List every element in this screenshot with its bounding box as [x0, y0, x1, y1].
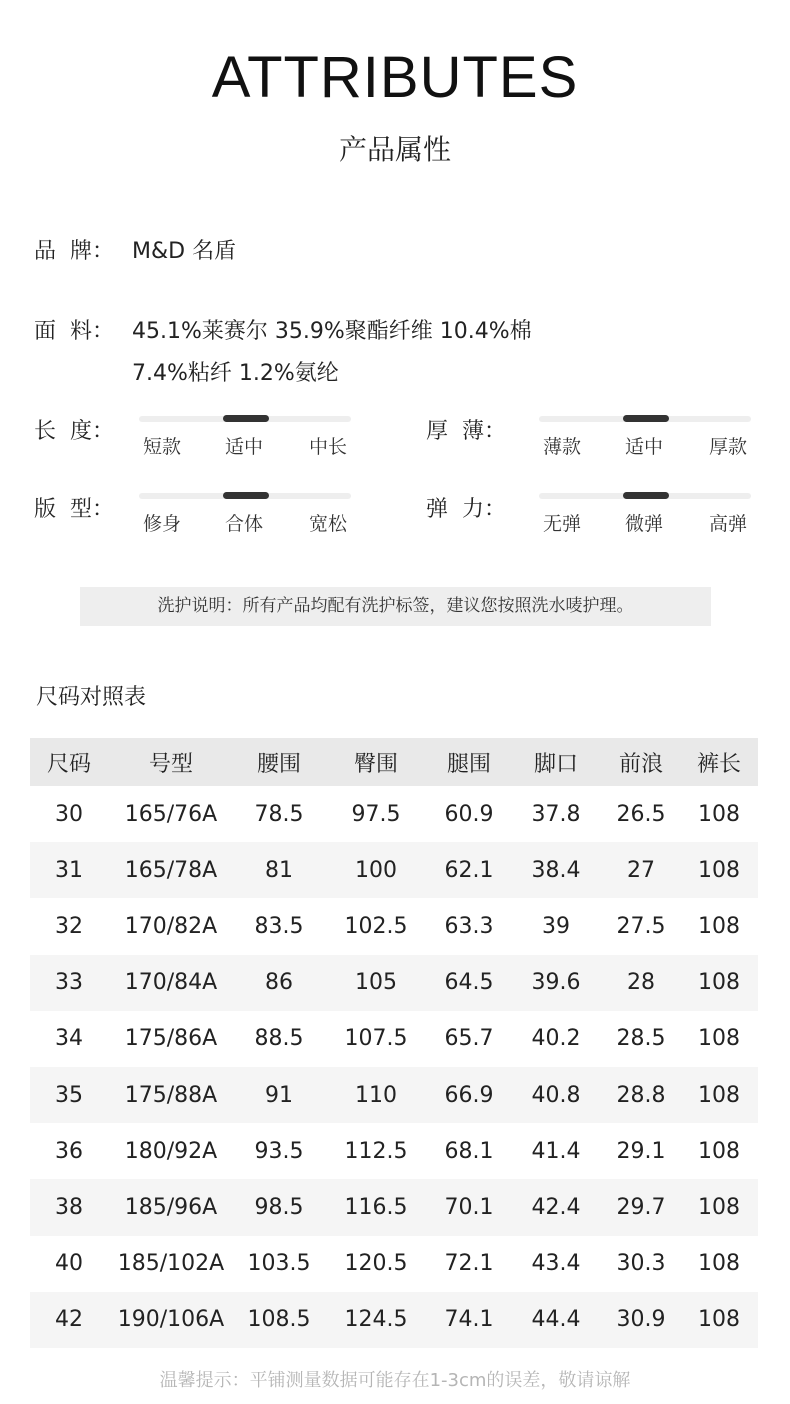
scale-indicator [623, 492, 669, 499]
table-cell: 185/96A [108, 1179, 234, 1235]
thickness-option: 薄款 [543, 436, 582, 458]
table-cell: 28.8 [602, 1067, 680, 1123]
elasticity-option: 无弹 [543, 513, 582, 535]
table-cell: 93.5 [254, 1138, 304, 1164]
table-cell: 26.5 [616, 801, 666, 827]
fit-option: 宽松 [309, 513, 348, 535]
table-cell: 105 [324, 955, 428, 1011]
length-label: 长 度： [34, 419, 114, 444]
elasticity-label: 弹 力： [426, 497, 506, 522]
table-cell: 39 [542, 913, 570, 939]
elasticity-scale [539, 491, 751, 551]
scale-indicator [223, 492, 269, 499]
table-cell: 98.5 [234, 1179, 324, 1235]
length-option-selected: 适中 [225, 436, 264, 458]
table-cell: 102.5 [344, 913, 408, 939]
table-cell: 91 [234, 1067, 324, 1123]
scale-indicator [223, 415, 269, 422]
table-cell: 43.4 [531, 1251, 581, 1277]
fit-label: 版 型： [34, 497, 114, 522]
table-cell: 63.3 [444, 913, 494, 939]
table-cell: 83.5 [254, 913, 304, 939]
length-option: 中长 [309, 436, 348, 458]
table-row [30, 1011, 758, 1067]
elasticity-option-selected: 微弹 [625, 513, 664, 535]
table-cell: 27.5 [616, 913, 666, 939]
table-cell: 32 [55, 913, 83, 939]
column-header: 腿围 [428, 738, 510, 786]
thickness-option: 厚款 [709, 436, 748, 458]
table-cell: 72.1 [444, 1251, 494, 1277]
table-header-row [30, 738, 758, 786]
table-cell: 42.4 [510, 1179, 602, 1235]
table-cell: 30.9 [602, 1292, 680, 1348]
table-cell: 170/82A [124, 913, 218, 939]
size-chart-table [30, 738, 758, 1348]
fit-option: 修身 [143, 513, 182, 535]
page-title: ATTRIBUTES [211, 45, 579, 110]
table-cell: 62.1 [428, 842, 510, 898]
table-row [30, 786, 758, 842]
table-cell: 110 [324, 1067, 428, 1123]
table-row [30, 898, 758, 954]
size-chart-title: 尺码对照表 [36, 685, 147, 710]
column-header: 前浪 [602, 738, 680, 786]
thickness-scale [539, 414, 751, 474]
fit-option-selected: 合体 [225, 513, 264, 535]
column-header: 尺码 [30, 738, 108, 786]
table-cell: 70.1 [428, 1179, 510, 1235]
table-cell: 97.5 [351, 801, 401, 827]
table-cell: 38 [30, 1179, 108, 1235]
table-cell: 116.5 [324, 1179, 428, 1235]
brand-value: M&D 名盾 [132, 239, 237, 264]
length-scale [139, 414, 351, 474]
table-cell: 38.4 [510, 842, 602, 898]
column-header: 臀围 [324, 738, 428, 786]
table-cell: 34 [55, 1026, 83, 1052]
fabric-value-line-2: 7.4%粘纤 1.2%氨纶 [132, 361, 339, 386]
column-header: 号型 [108, 738, 234, 786]
table-cell: 29.1 [616, 1138, 666, 1164]
table-cell: 37.8 [531, 801, 581, 827]
table-cell: 31 [30, 842, 108, 898]
table-cell: 108 [698, 801, 740, 827]
table-cell: 68.1 [444, 1138, 494, 1164]
table-row [30, 1123, 758, 1179]
thickness-option-selected: 适中 [625, 436, 664, 458]
table-cell: 40 [55, 1251, 83, 1277]
table-cell: 28 [602, 955, 680, 1011]
table-cell: 78.5 [254, 801, 304, 827]
table-cell: 108 [680, 1179, 758, 1235]
table-cell: 175/86A [124, 1026, 218, 1052]
table-cell: 124.5 [324, 1292, 428, 1348]
table-row [30, 1292, 758, 1348]
fabric-value-line-1: 45.1%莱赛尔 35.9%聚酯纤维 10.4%棉 [132, 319, 532, 344]
table-cell: 108.5 [234, 1292, 324, 1348]
table-cell: 108 [680, 842, 758, 898]
table-cell: 185/102A [117, 1251, 225, 1277]
table-cell: 108 [680, 1067, 758, 1123]
table-cell: 86 [234, 955, 324, 1011]
table-cell: 108 [698, 913, 740, 939]
fit-scale [139, 491, 351, 551]
table-cell: 107.5 [344, 1026, 408, 1052]
table-row [30, 1067, 758, 1123]
table-cell: 65.7 [444, 1026, 494, 1052]
table-cell: 103.5 [247, 1251, 311, 1277]
table-cell: 64.5 [428, 955, 510, 1011]
table-cell: 60.9 [444, 801, 494, 827]
table-cell: 190/106A [108, 1292, 234, 1348]
table-cell: 29.7 [602, 1179, 680, 1235]
table-cell: 42 [30, 1292, 108, 1348]
table-cell: 30 [55, 801, 83, 827]
table-cell: 175/88A [108, 1067, 234, 1123]
column-header: 腰围 [234, 738, 324, 786]
table-cell: 27 [602, 842, 680, 898]
table-cell: 30.3 [616, 1251, 666, 1277]
scale-indicator [623, 415, 669, 422]
table-cell: 170/84A [108, 955, 234, 1011]
elasticity-option: 高弹 [709, 513, 748, 535]
table-cell: 66.9 [428, 1067, 510, 1123]
table-cell: 39.6 [510, 955, 602, 1011]
fabric-label: 面 料： [34, 319, 114, 344]
table-cell: 36 [55, 1138, 83, 1164]
table-cell: 40.2 [531, 1026, 581, 1052]
table-cell: 180/92A [124, 1138, 218, 1164]
brand-label: 品 牌： [34, 239, 114, 264]
table-cell: 108 [698, 1138, 740, 1164]
table-cell: 41.4 [531, 1138, 581, 1164]
length-option: 短款 [143, 436, 182, 458]
table-cell: 108 [680, 1292, 758, 1348]
table-cell: 108 [698, 1251, 740, 1277]
table-cell: 88.5 [254, 1026, 304, 1052]
measurement-disclaimer: 温馨提示：平铺测量数据可能存在1-3cm的误差，敬请谅解 [159, 1370, 631, 1391]
care-instructions: 洗护说明：所有产品均配有洗护标签，建议您按照洗水唛护理。 [80, 587, 711, 626]
table-row [30, 1179, 758, 1235]
page-subtitle: 产品属性 [338, 133, 451, 166]
table-cell: 120.5 [344, 1251, 408, 1277]
table-row [30, 842, 758, 898]
table-cell: 74.1 [428, 1292, 510, 1348]
table-row [30, 955, 758, 1011]
table-cell: 44.4 [510, 1292, 602, 1348]
table-cell: 108 [680, 955, 758, 1011]
table-row [30, 1236, 758, 1292]
table-cell: 100 [324, 842, 428, 898]
table-cell: 165/78A [108, 842, 234, 898]
table-cell: 28.5 [616, 1026, 666, 1052]
table-cell: 81 [234, 842, 324, 898]
table-cell: 108 [698, 1026, 740, 1052]
thickness-label: 厚 薄： [426, 419, 506, 444]
table-cell: 40.8 [510, 1067, 602, 1123]
table-cell: 165/76A [124, 801, 218, 827]
table-cell: 33 [30, 955, 108, 1011]
column-header: 脚口 [510, 738, 602, 786]
table-cell: 112.5 [344, 1138, 408, 1164]
table-cell: 35 [30, 1067, 108, 1123]
column-header: 裤长 [680, 738, 758, 786]
